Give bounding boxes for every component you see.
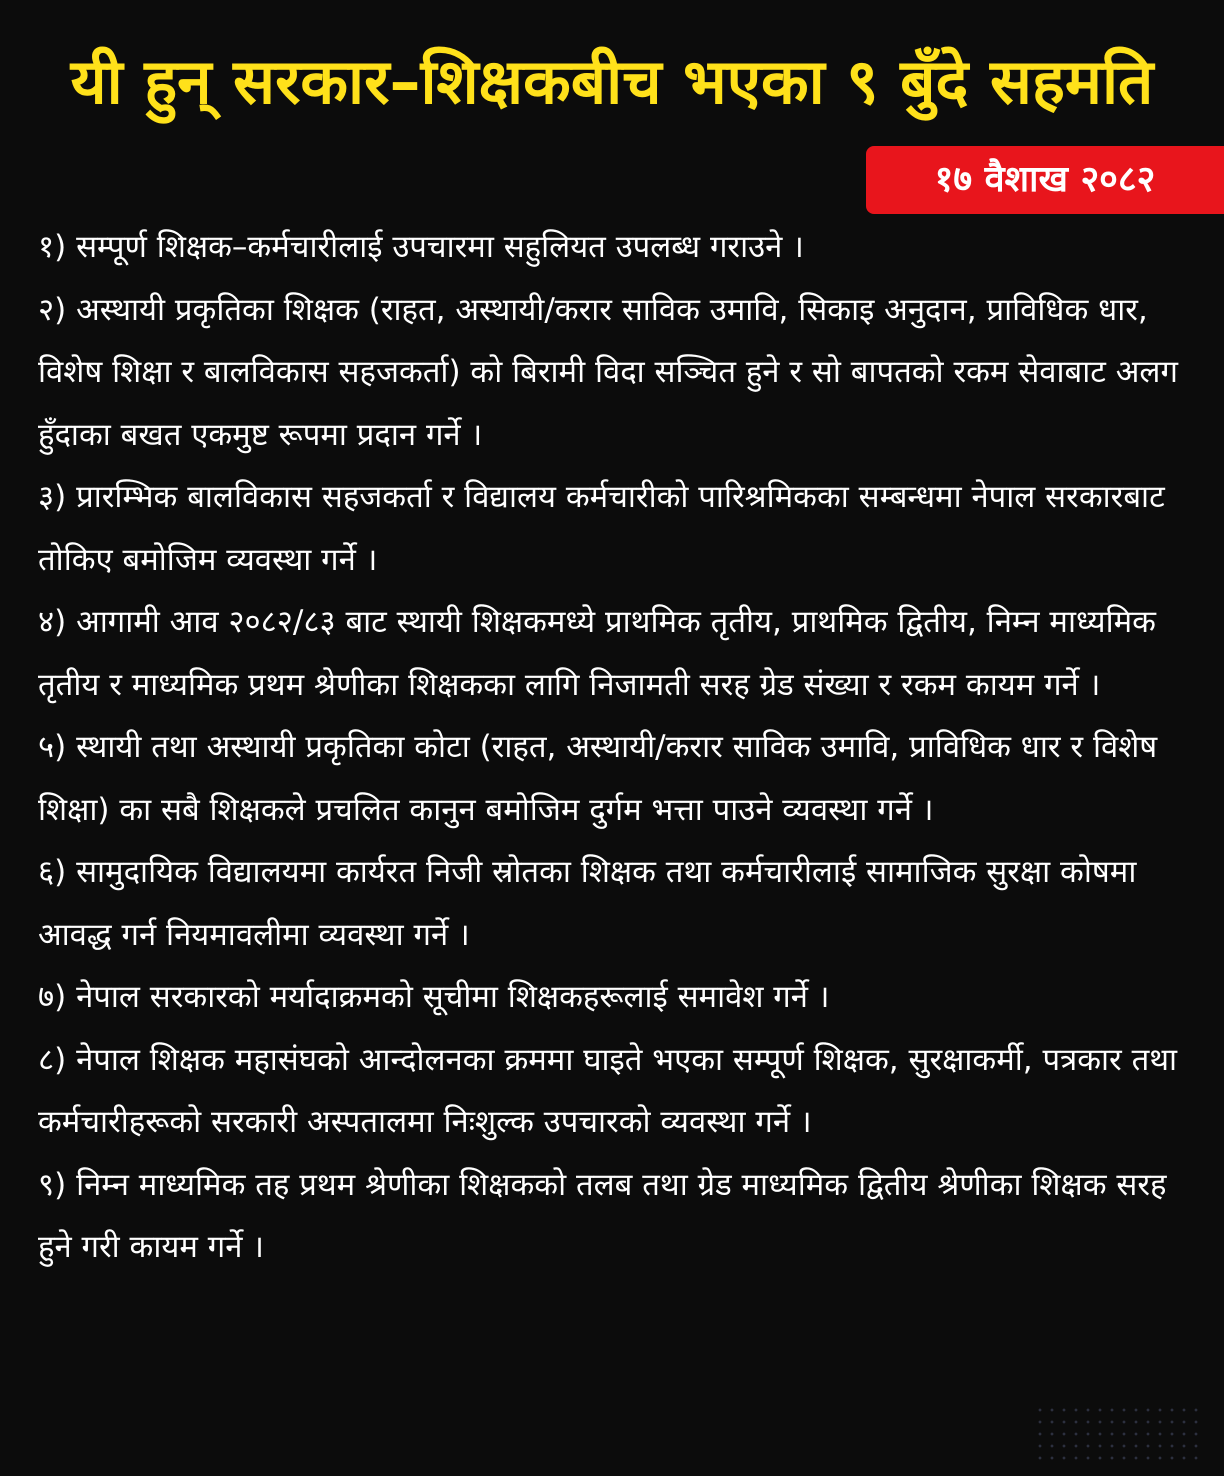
agreement-point-1: १) सम्पूर्ण शिक्षक–कर्मचारीलाई उपचारमा सहुलियत उपलब्ध गराउने । [38,229,804,265]
agreement-point-4: ४) आगामी आव २०८२/८३ बाट स्थायी शिक्षकमध्ये प्राथमिक तृतीय, प्राथमिक द्वितीय, निम्न माध्यमिक तृतीय र माध्यमिक प्रथम श्रेणीका शिक्षकका लागि निजामती सरह ग्रेड संख्या र रकम कायम गर्ने । [38,604,1156,703]
decorative-dot-pattern [1034,1404,1204,1464]
agreement-point-2: २) अस्थायी प्रकृतिका शिक्षक (राहत, अस्थायी/करार साविक उमावि, सिकाइ अनुदान, प्राविधिक धार, विशेष शिक्षा र बालविकास सहजकर्ता) को बिरामी विदा सञ्चित हुने र सो बापतको रकम सेवाबाट अलग हुँदाका बखत एकमुष्ट रूपमा प्रदान गर्ने । [38,291,1178,453]
page-title: यी हुन् सरकार–शिक्षकबीच भएका ९ बुँदे सहमति [70,45,1154,118]
agreement-point-7: ७) नेपाल सरकारको मर्यादाक्रमको सूचीमा शिक्षकहरूलाई समावेश गर्ने । [38,979,830,1015]
agreement-point-5: ५) स्थायी तथा अस्थायी प्रकृतिका कोटा (राहत, अस्थायी/करार साविक उमावि, प्राविधिक धार र विशेष शिक्षा) का सबै शिक्षकले प्रचलित कानुन बमोजिम दुर्गम भत्ता पाउने व्यवस्था गर्ने । [38,729,1158,828]
agreement-point-6: ६) सामुदायिक विद्यालयमा कार्यरत निजी स्रोतका शिक्षक तथा कर्मचारीलाई सामाजिक सुरक्षा कोषमा आवद्ध गर्न नियमावलीमा व्यवस्था गर्ने । [38,854,1137,953]
date-badge: १७ वैशाख २०८२ [866,146,1224,214]
agreement-point-3: ३) प्रारम्भिक बालविकास सहजकर्ता र विद्यालय कर्मचारीको पारिश्रमिकका सम्बन्धमा नेपाल सरकारबाट तोकिए बमोजिम व्यवस्था गर्ने । [38,479,1165,578]
agreement-point-9: ९) निम्न माध्यमिक तह प्रथम श्रेणीका शिक्षकको तलब तथा ग्रेड माध्यमिक द्वितीय श्रेणीका शिक्षक सरह हुने गरी कायम गर्ने । [38,1166,1167,1265]
agreement-points-list [38,216,1204,1279]
agreement-point-8: ८) नेपाल शिक्षक महासंघको आन्दोलनका क्रममा घाइते भएका सम्पूर्ण शिक्षक, सुरक्षाकर्मी, पत्रकार तथा कर्मचारीहरूको सरकारी अस्पतालमा निःशुल्क उपचारको व्यवस्था गर्ने । [38,1041,1178,1140]
